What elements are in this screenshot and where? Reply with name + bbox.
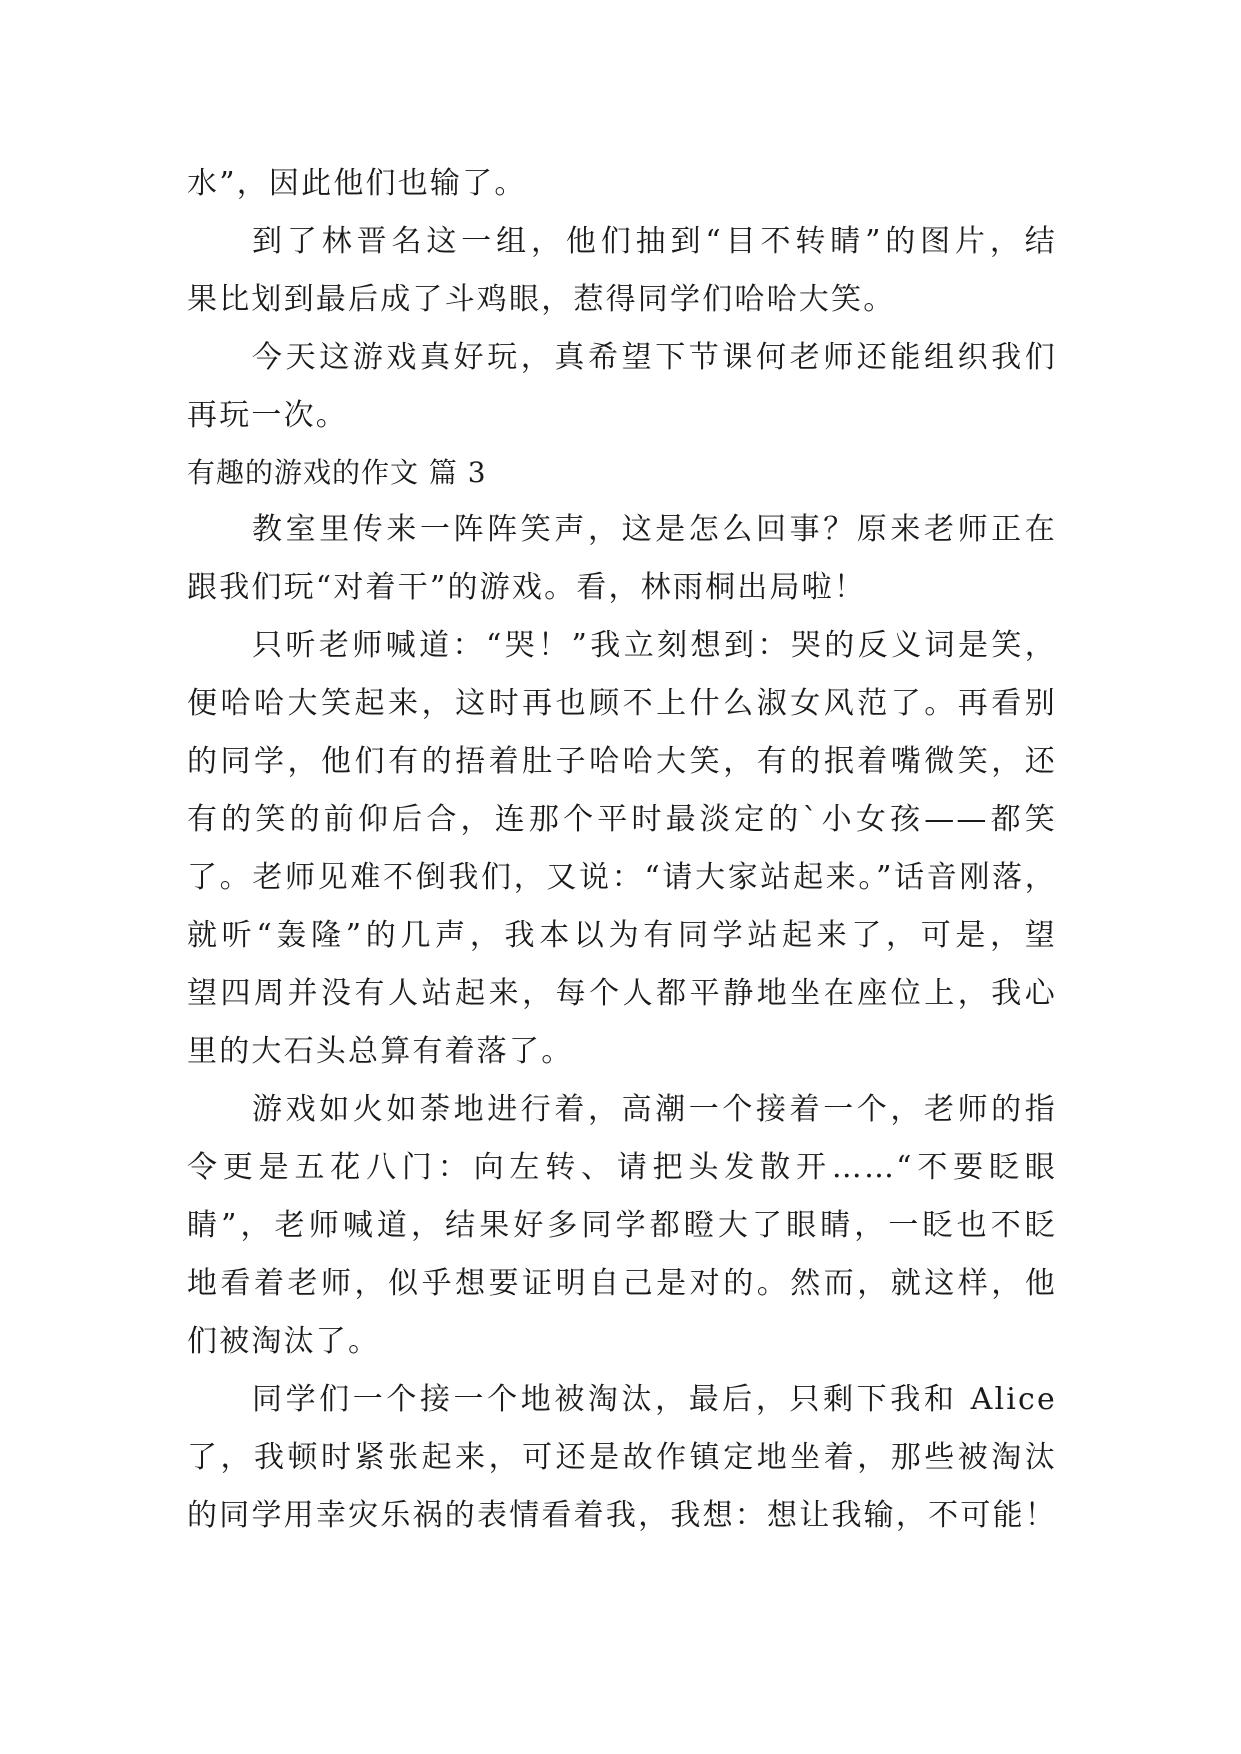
- text-line: 们被淘汰了。: [187, 1324, 381, 1359]
- text-line: 令更是五花八门：向左转、请把头发散开……“不要眨眼: [187, 1150, 1057, 1185]
- text-line: 便哈哈大笑起来，这时再也顾不上什么淑女风范了。再看别: [187, 686, 1057, 721]
- paragraph-start-line: 教室里传来一阵阵笑声，这是怎么回事？原来老师正在: [252, 512, 1057, 547]
- paragraph-start-line: 同学们一个接一个地被淘汰，最后，只剩下我和 Alice: [252, 1382, 1057, 1417]
- text-line: 跟我们玩“对着干”的游戏。看，林雨桐出局啦！: [187, 570, 867, 605]
- section-heading: 有趣的游戏的作文 篇 3: [187, 456, 487, 489]
- text-line: 睛”，老师喊道，结果好多同学都瞪大了眼睛，一眨也不眨: [187, 1208, 1057, 1243]
- text-line: 有的笑的前仰后合，连那个平时最淡定的`小女孩——都笑: [187, 802, 1057, 837]
- text-line: 了，我顿时紧张起来，可还是故作镇定地坐着，那些被淘汰: [187, 1440, 1057, 1475]
- paragraph-start-line: 今天这游戏真好玩，真希望下节课何老师还能组织我们: [252, 340, 1057, 375]
- text-line: 地看着老师，似乎想要证明自己是对的。然而，就这样，他: [187, 1266, 1057, 1301]
- text-line: 水”，因此他们也输了。: [187, 166, 527, 201]
- text-line: 就听“轰隆”的几声，我本以为有同学站起来了，可是，望: [187, 918, 1057, 953]
- text-line: 果比划到最后成了斗鸡眼，惹得同学们哈哈大笑。: [187, 282, 896, 317]
- text-line: 望四周并没有人站起来，每个人都平静地坐在座位上，我心: [187, 976, 1057, 1011]
- paragraph-start-line: 游戏如火如荼地进行着，高潮一个接着一个，老师的指: [252, 1092, 1057, 1127]
- text-line: 的同学，他们有的捂着肚子哈哈大笑，有的抿着嘴微笑，还: [187, 744, 1057, 779]
- document-page: [187, 155, 1057, 1545]
- paragraph-start-line: 只听老师喊道：“哭！”我立刻想到：哭的反义词是笑，: [252, 628, 1057, 663]
- text-line: 了。老师见难不倒我们，又说：“请大家站起来。”话音刚落，: [187, 860, 1057, 895]
- paragraph-start-line: 到了林晋名这一组，他们抽到“目不转睛”的图片，结: [252, 224, 1057, 259]
- text-line: 的同学用幸灾乐祸的表情看着我，我想：想让我输，不可能！: [187, 1498, 1057, 1533]
- text-line: 再玩一次。: [187, 398, 348, 433]
- text-line: 里的大石头总算有着落了。: [187, 1034, 574, 1069]
